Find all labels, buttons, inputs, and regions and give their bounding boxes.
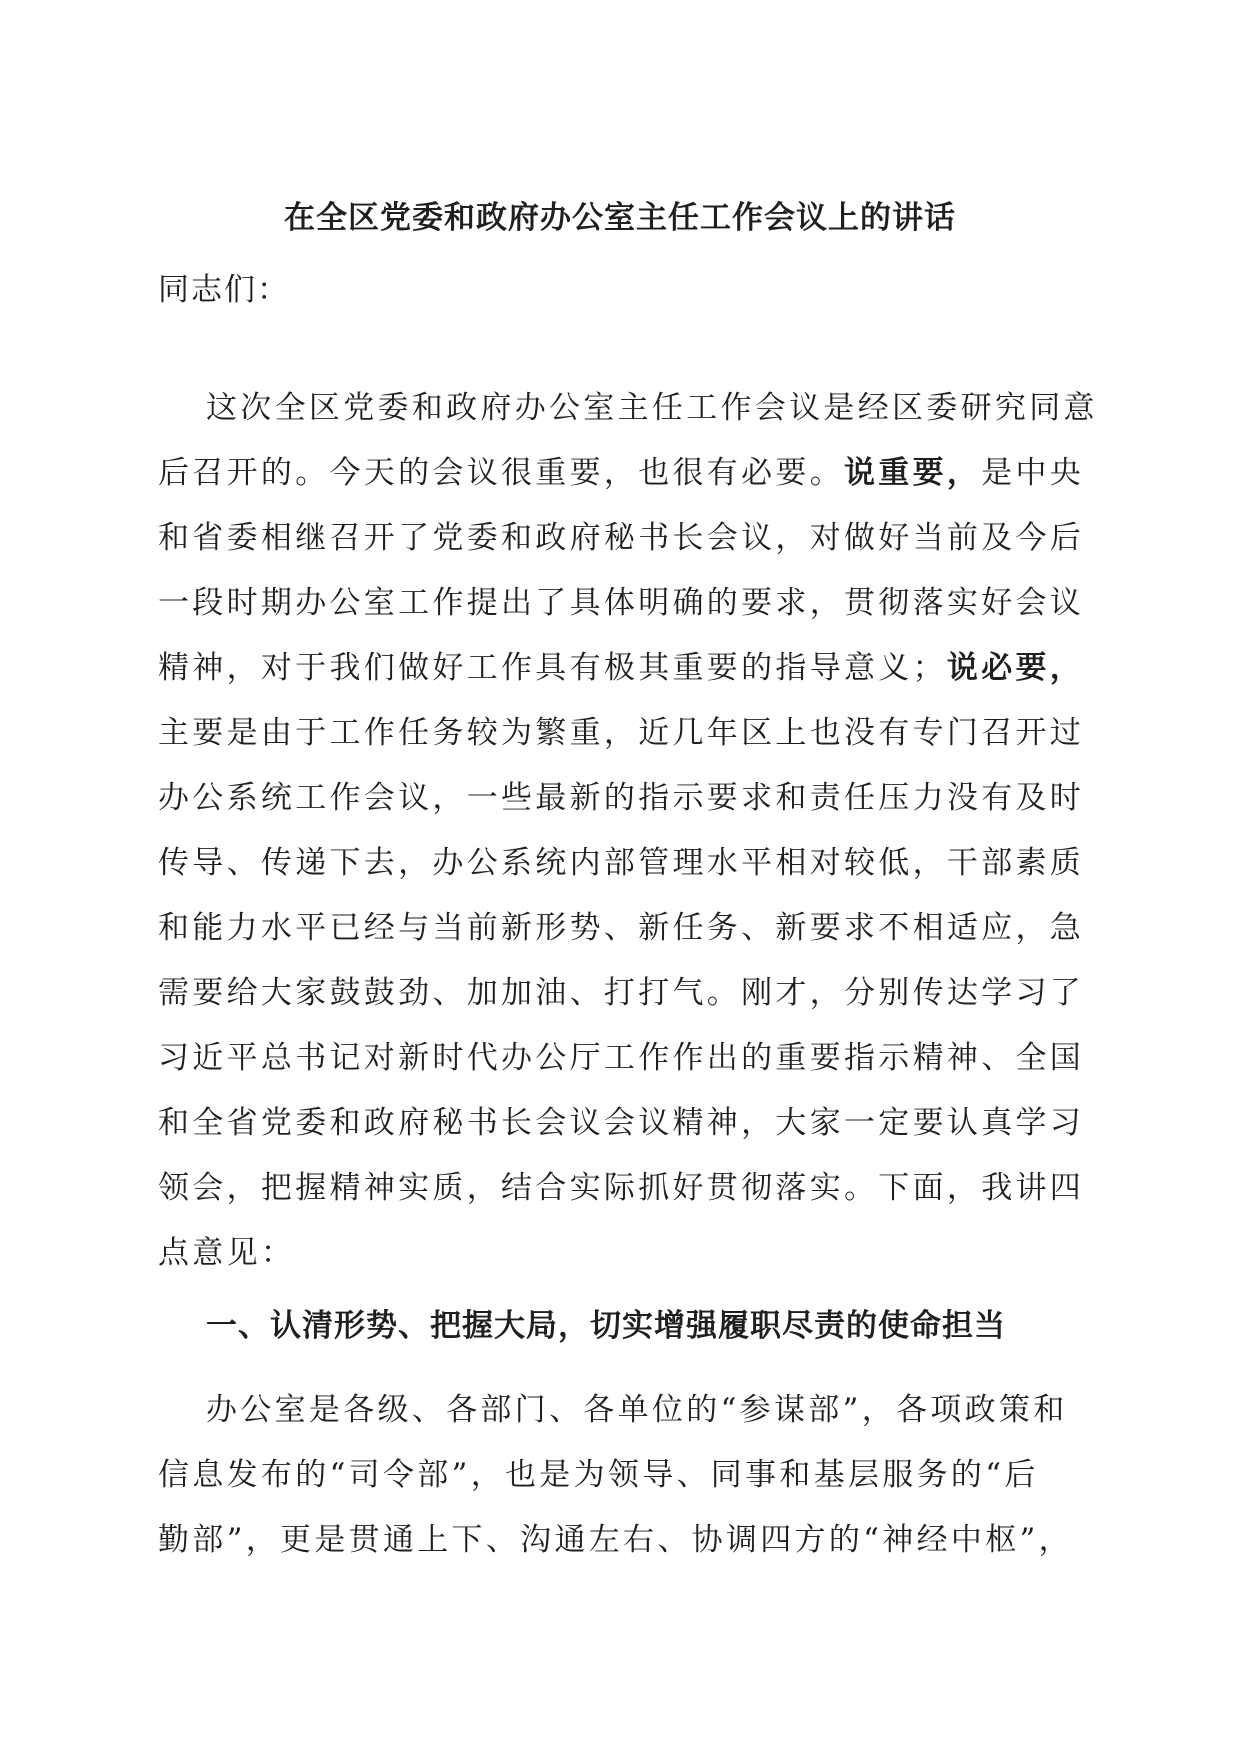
emphasis-text: 说重要，	[844, 455, 982, 491]
paragraph-line	[158, 636, 1088, 701]
paragraph-line: 需要给大家鼓鼓劲、加加油、打打气。刚才，分别传达学习了	[158, 975, 1085, 1011]
text-run: 是中央	[981, 455, 1085, 491]
text-run: 精神，对于我们做好工作具有极其重要的指导意义；	[158, 650, 947, 686]
paragraph-line: 一段时期办公室工作提出了具体明确的要求，贯彻落实好会议	[158, 585, 1085, 621]
paragraph-line: 这次全区党委和政府办公室主任工作会议是经区委研究同意	[206, 390, 1098, 426]
paragraph-line: 点意见：	[158, 1235, 296, 1271]
paragraph-line: 习近平总书记对新时代办公厅工作作出的重要指示精神、全国	[158, 1040, 1085, 1076]
paragraph-line: 和能力水平已经与当前新形势、新任务、新要求不相适应，急	[158, 910, 1085, 946]
section-heading: 一、认清形势、把握大局，切实增强履职尽责的使命担当	[206, 1308, 1006, 1344]
paragraph-line: 和全省党委和政府秘书长会议会议精神，大家一定要认真学习	[158, 1105, 1085, 1141]
document-title: 在全区党委和政府办公室主任工作会议上的讲话	[284, 200, 956, 236]
paragraph-line: 勤部”，更是贯通上下、沟通左右、协调四方的“神经中枢”，	[158, 1522, 1073, 1558]
opening-paragraph	[158, 376, 1098, 1286]
text-run: 后召开的。今天的会议很重要，也很有必要。	[158, 455, 844, 491]
salutation: 同志们：	[158, 272, 290, 308]
paragraph-line: 办公室是各级、各部门、各单位的“参谋部”，各项政策和	[206, 1392, 1068, 1428]
paragraph-line: 传导、传递下去，办公系统内部管理水平相对较低，干部素质	[158, 845, 1085, 881]
paragraph-line: 主要是由于工作任务较为繁重，近几年区上也没有专门召开过	[158, 715, 1085, 751]
paragraph-line	[158, 441, 1088, 506]
paragraph-line: 领会，把握精神实质，结合实际抓好贯彻落实。下面，我讲四	[158, 1170, 1085, 1206]
paragraph-line: 信息发布的“司令部”，也是为领导、同事和基层服务的“后	[158, 1457, 1039, 1493]
paragraph-line: 办公系统工作会议，一些最新的指示要求和责任压力没有及时	[158, 780, 1085, 816]
emphasis-text: 说必要，	[946, 650, 1085, 686]
section-paragraph	[158, 1378, 1088, 1573]
paragraph-line: 和省委相继召开了党委和政府秘书长会议，对做好当前及今后	[158, 520, 1085, 556]
